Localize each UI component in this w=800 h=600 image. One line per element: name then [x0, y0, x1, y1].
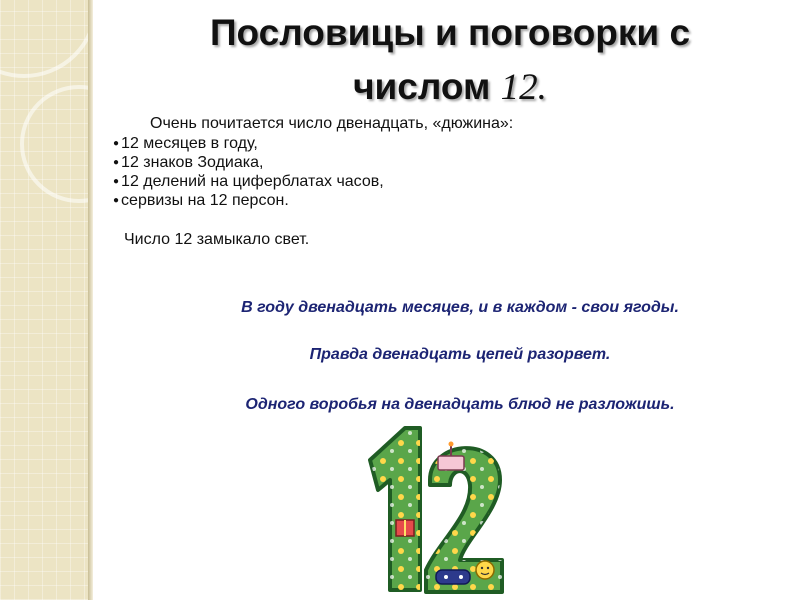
- closing-text: Число 12 замыкало свет.: [124, 231, 310, 248]
- smiley-icon: [476, 561, 494, 579]
- title-number: 12.: [500, 67, 547, 108]
- title-line-1: Пословицы и поговорки с: [209, 12, 691, 53]
- list-item: ● 12 месяцев в году,: [113, 134, 384, 153]
- gift-icon: [396, 520, 414, 536]
- decorative-ring: [0, 0, 88, 78]
- cake-icon: [438, 442, 464, 471]
- title-line-2: числом: [353, 66, 501, 107]
- decorative-side-panel: [0, 0, 88, 600]
- proverb-2: Правда двенадцать цепей разорвет.: [309, 346, 611, 363]
- side-panel-edge: [88, 0, 93, 600]
- gamepad-icon: [436, 570, 470, 584]
- number-twelve-illustration: [360, 420, 510, 600]
- facts-list: [113, 134, 384, 210]
- proverb-1: В году двенадцать месяцев, и в каждом - свои ягоды.: [241, 299, 679, 316]
- proverb-3: Одного воробья на двенадцать блюд не разложишь.: [245, 396, 675, 413]
- list-item: ● 12 знаков Зодиака,: [113, 153, 384, 172]
- intro-text: Очень почитается число двенадцать, «дюжина»:: [150, 115, 514, 132]
- list-item: ● сервизы на 12 персон.: [113, 191, 384, 210]
- digit-one-shape: [370, 428, 420, 590]
- list-item: ● 12 делений на циферблатах часов,: [113, 172, 384, 191]
- decorative-ring: [20, 85, 88, 203]
- slide-title: [100, 6, 800, 115]
